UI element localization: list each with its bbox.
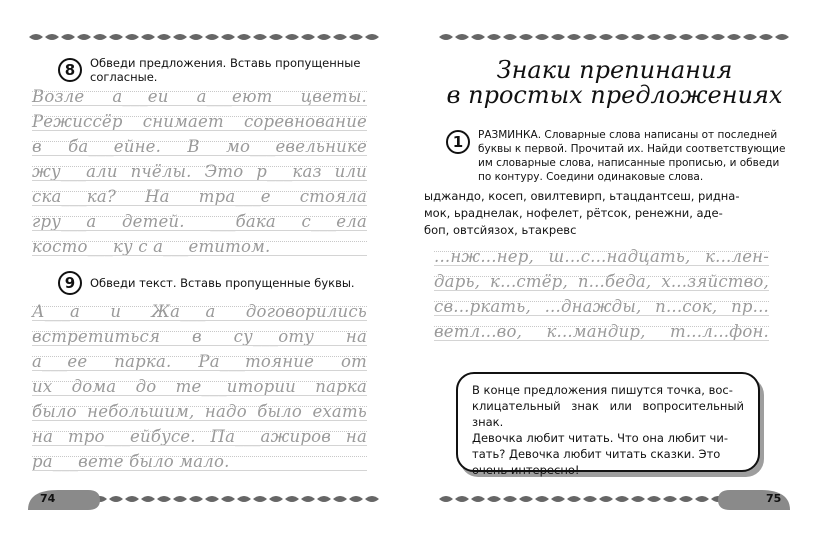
reversed-words-line: мок, ьраднелак, нофелет, рётсок, ренежни, аде- bbox=[424, 206, 723, 220]
rule-line: Девочка любит читать. Что она любит чи- bbox=[472, 431, 728, 445]
rule-line: В конце предложения пишутся точка, вос- bbox=[472, 383, 733, 397]
bottom-ornament-left bbox=[28, 488, 380, 510]
cursive-line: ска___ка? На тра___е стояла bbox=[32, 186, 367, 211]
cursive-line: гру___а детей. ___бака с___ела bbox=[32, 211, 367, 236]
ornament-border bbox=[28, 488, 380, 510]
task-9-cursive-text bbox=[32, 301, 367, 476]
ornament-border bbox=[28, 30, 380, 44]
reversed-words-line: ыджандо, косеп, овилтевирп, ьтацдантсеш, ридна- bbox=[424, 189, 740, 203]
task-8-instruction: Обведи предложения. Вставь пропущенные согласные. bbox=[90, 56, 361, 84]
reversed-words-line: боп, овтсйязох, ьтакревс bbox=[424, 223, 577, 237]
page-number-right: 75 bbox=[766, 492, 782, 505]
page-title-line-2: в простых предложениях bbox=[446, 81, 783, 109]
cursive-line: в ба___ейне. В мо___евельнике bbox=[32, 136, 367, 161]
rule-line: тать? Девочка любит читать сказки. Это bbox=[472, 447, 721, 461]
cursive-line: было небольшим, надо было ехать bbox=[32, 401, 367, 426]
rule-line: клицательный знак или вопросительный знак. bbox=[472, 399, 744, 429]
cursive-line: ветл...во, к...мандир, т...л...фон. bbox=[434, 321, 769, 346]
bottom-ornament-right bbox=[438, 488, 790, 510]
task-1-cursive-words bbox=[434, 246, 769, 346]
cursive-line: Режиссёр снимает соревнование bbox=[32, 111, 367, 136]
cursive-line: их дома до те___итории парка bbox=[32, 376, 367, 401]
cursive-line: Возле а___еи а___еют цветы. bbox=[32, 86, 367, 111]
task-9-header bbox=[58, 271, 355, 295]
ornament-border bbox=[438, 488, 790, 510]
reversed-words bbox=[424, 188, 774, 239]
cursive-line: ...нж...нер, ш...с...надцать, к...лен- bbox=[434, 246, 769, 271]
cursive-line: косто___ку с а___етитом. bbox=[32, 236, 367, 261]
cursive-line: св...ркать, ...днажды, п...сок, пр... bbox=[434, 296, 769, 321]
right-page bbox=[410, 0, 819, 540]
cursive-line: дарь, к...стёр, п...беда, х...зяйство, bbox=[434, 271, 769, 296]
rule-line: очень интересно! bbox=[472, 463, 580, 477]
task-8-header bbox=[58, 56, 410, 84]
task-8-number: 8 bbox=[58, 58, 82, 82]
task-1-header bbox=[446, 128, 800, 184]
task-8-cursive-text bbox=[32, 86, 367, 261]
rule-box bbox=[456, 372, 760, 477]
cursive-line: на тро___ейбусе. Па___ажиров на bbox=[32, 426, 367, 451]
cursive-line: ра___вете было мало. bbox=[32, 451, 367, 476]
cursive-line: а___ее парка. Ра___тояние от bbox=[32, 351, 367, 376]
top-ornament-right bbox=[438, 30, 790, 44]
task-1-instruction: РАЗМИНКА. Словарные слова написаны от последней буквы к первой. Прочитай их. Найди соответствующие им словарные слова, написанные прописью, и обведи по контуру. Соедини одинаковые слова. bbox=[478, 129, 786, 183]
top-ornament-left bbox=[28, 30, 380, 44]
task-9-instruction: Обведи текст. Вставь пропущенные буквы. bbox=[90, 276, 355, 290]
task-1-number: 1 bbox=[446, 130, 470, 154]
page-number-left: 74 bbox=[40, 492, 56, 505]
cursive-line: А___а и Жа___а договорились bbox=[32, 301, 367, 326]
page-title-line-1: Знаки препинания bbox=[496, 56, 733, 84]
task-9-number: 9 bbox=[58, 271, 82, 295]
cursive-line: встретиться в су___оту на bbox=[32, 326, 367, 351]
cursive-line: жу___али пчёлы. Это р___каз или bbox=[32, 161, 367, 186]
ornament-border bbox=[438, 30, 790, 44]
